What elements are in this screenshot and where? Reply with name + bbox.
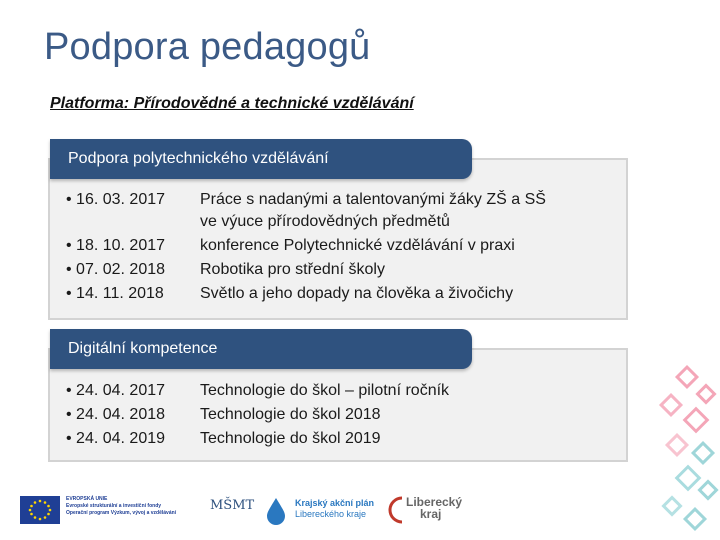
eu-flag-icon: [20, 496, 60, 524]
event-description-continued: ve výuce přírodovědných předmětů: [200, 213, 450, 230]
event-description: Technologie do škol 2018: [200, 406, 381, 423]
section-header-polytechnic: Podpora polytechnického vzdělávání: [50, 139, 472, 179]
event-date: • 24. 04. 2017: [66, 382, 166, 399]
event-date: • 16. 03. 2017: [66, 191, 166, 208]
event-date: • 07. 02. 2018: [66, 261, 166, 278]
event-description: Technologie do škol 2019: [200, 430, 381, 447]
drop-icon: [265, 496, 287, 526]
footer-logos: [20, 490, 470, 530]
event-date: • 14. 11. 2018: [66, 285, 164, 302]
event-description: Technologie do škol – pilotní ročník: [200, 382, 450, 399]
page-subtitle: Platforma: Přírodovědné a technické vzdělávání: [50, 95, 414, 112]
event-description: Světlo a jeho dopady na člověka a živočichy: [200, 285, 514, 302]
event-date: • 18. 10. 2017: [66, 237, 166, 254]
event-description: Robotika pro střední školy: [200, 261, 385, 278]
kap-logo-text: Krajský akční plán Libereckého kraje: [295, 498, 375, 519]
page-title: Podpora pedagogů: [44, 26, 371, 68]
msmt-logo: MŠMT: [210, 498, 255, 513]
event-date: • 24. 04. 2019: [66, 430, 166, 447]
decorative-diamonds: [650, 360, 720, 540]
liberec-logo-text: Liberecký kraj: [406, 495, 463, 521]
eu-logo-text: EVROPSKÁ UNIE Evropské strukturální a investiční fondy Operační program Výzkum, vývoj a vzdělávání: [66, 496, 177, 516]
liberec-arc-icon: [388, 496, 404, 524]
event-description: konference Polytechnické vzdělávání v praxi: [200, 237, 515, 254]
section-header-digital: Digitální kompetence: [50, 329, 472, 369]
event-date: • 24. 04. 2018: [66, 406, 166, 423]
event-description: Práce s nadanými a talentovanými žáky ZŠ a SŠ: [200, 191, 546, 208]
